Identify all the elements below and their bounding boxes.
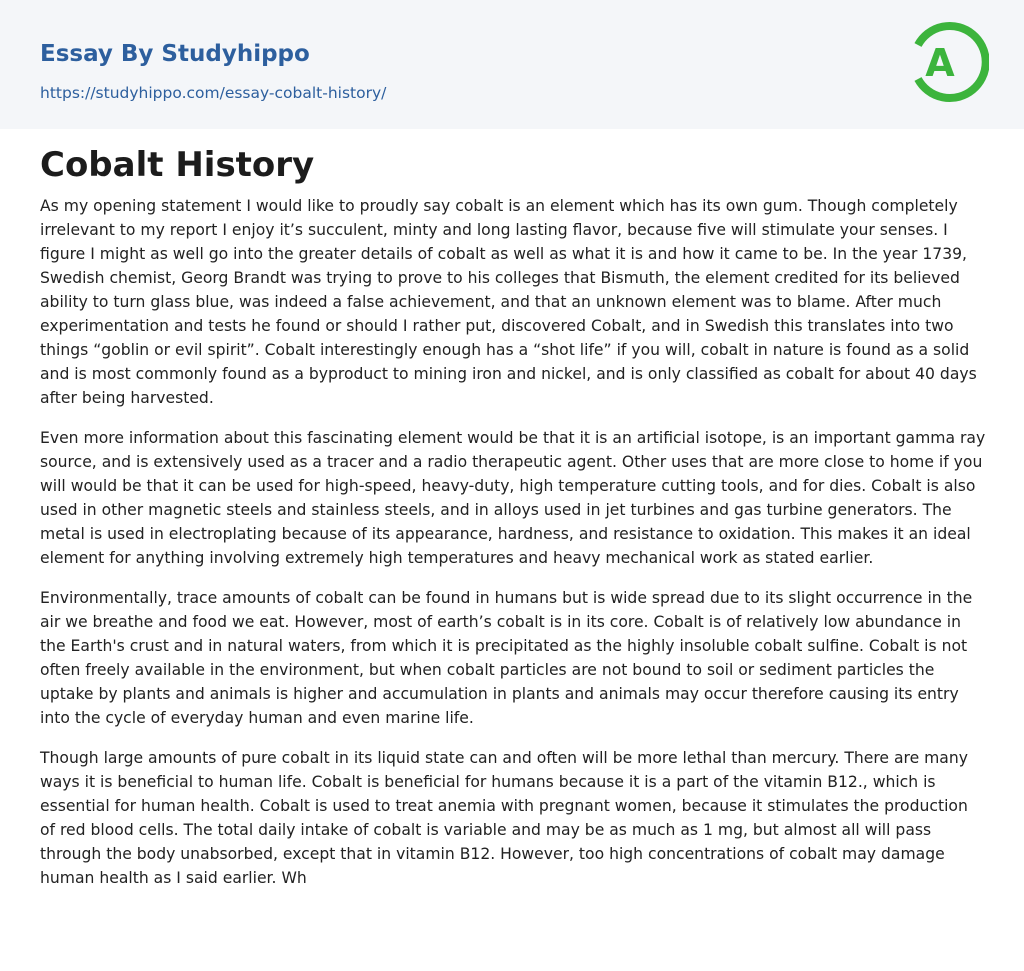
essay-paragraph: As my opening statement I would like to proudly say cobalt is an element which has its own gum. Though completely irrelevant to my report I enjoy it’s succulent, minty and long lasting flavor, because five will stimulate your senses. I figure I might as well go into the greater details of cobalt as well as what it is and how it came to be. In the year 1739, Swedish chemist, Georg Brandt was trying to prove to his colleges that Bismuth, the element credited for its believed ability to turn glass blue, was indeed a false achievement, and that an unknown element was to blame. After much experimentation and tests he found or should I rather put, discovered Cobalt, and in Swedish this translates into two things “goblin or evil spirit”. Cobalt interestingly enough has a “shot life” if you will, cobalt in nature is found as a solid and is most commonly found as a byproduct to mining iron and nickel, and is only classified as cobalt for about 40 days after being harvested. [40,197,977,407]
site-brand[interactable]: Essay By Studyhippo [40,41,310,67]
page-title: Cobalt History [40,145,315,185]
essay-paragraph: Even more information about this fascinating element would be that it is an artificial isotope, is an important gamma ray source, and is extensively used as a tracer and a radio therapeutic agent. Other uses that are more close to home if you will would be that it can be used for high-speed, heavy-duty, high temperature cutting tools, and for dies. Cobalt is also used in other magnetic steels and stainless steels, and in alloys used in jet turbines and gas turbine generators. The metal is used in electroplating because of its appearance, hardness, and resistance to oxidation. This makes it an ideal element for anything involving extremely high temperatures and heavy mechanical work as stated earlier. [40,429,986,567]
essay-paragraph: Environmentally, trace amounts of cobalt can be found in humans but is wide spread due to its slight occurrence in the air we breathe and food we eat. However, most of earth’s cobalt is in its core. Cobalt is of relatively low abundance in the Earth's crust and in natural waters, from which it is precipitated as the highly insoluble cobalt sulfine. Cobalt is not often freely available in the environment, but when cobalt particles are not bound to soil or sediment particles the uptake by plants and animals is higher and accumulation in plants and animals may occur therefore causing its entry into the cycle of everyday human and even marine life. [40,589,973,727]
essay-body [40,194,986,906]
logo-letter: A [925,41,955,85]
studyhippo-logo[interactable] [909,17,989,107]
essay-paragraph: Though large amounts of pure cobalt in its liquid state can and often will be more lethal than mercury. There are many ways it is beneficial to human life. Cobalt is beneficial for humans because it is a part of the vitamin B12., which is essential for human health. Cobalt is used to treat anemia with pregnant women, because it stimulates the production of red blood cells. The total daily intake of cobalt is variable and may be as much as 1 mg, but almost all will pass through the body unabsorbed, except that in vitamin B12. However, too high concentrations of cobalt may damage human health as I said earlier. Wh [40,749,968,887]
logo-a-icon [909,17,989,107]
site-header [0,0,1024,129]
essay-url-link[interactable]: https://studyhippo.com/essay-cobalt-history/ [40,84,387,102]
